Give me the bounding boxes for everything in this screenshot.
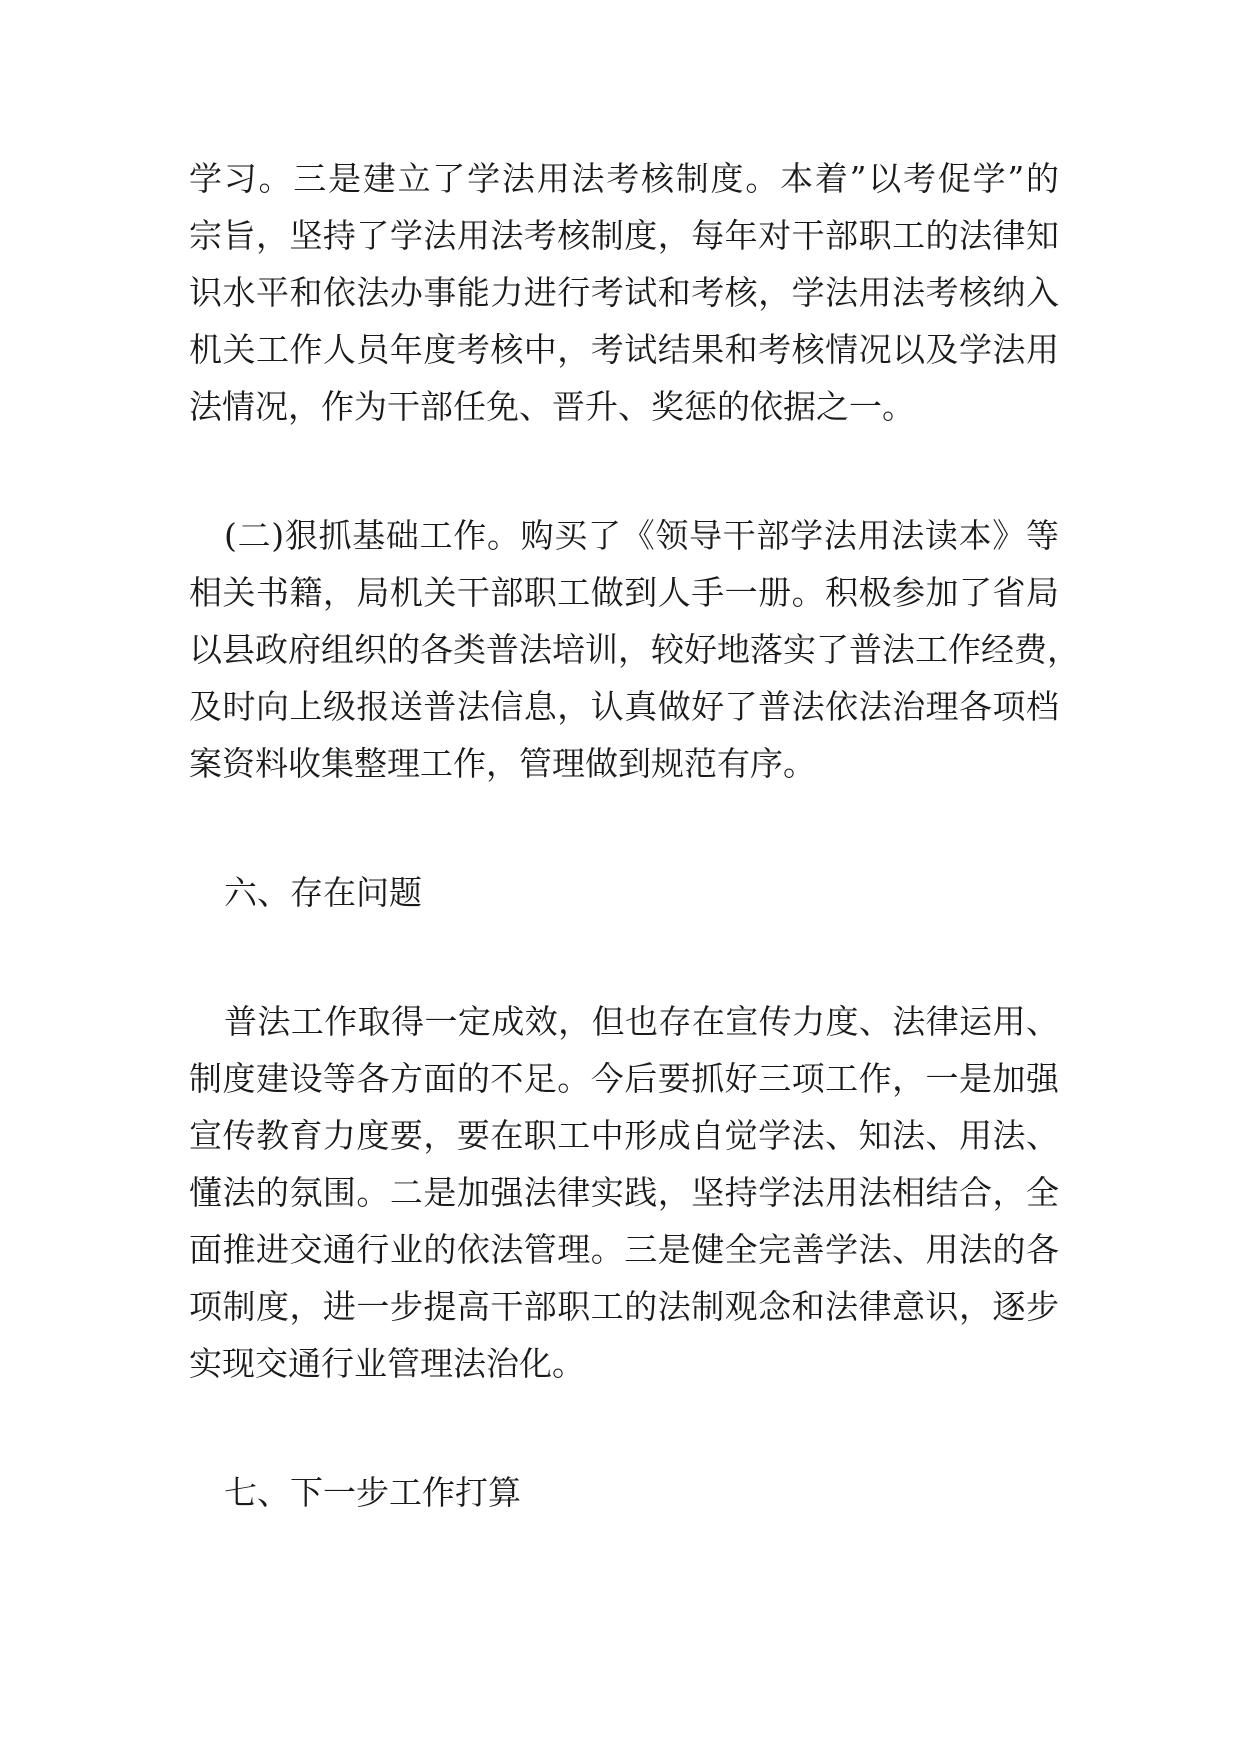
- paragraph-line: 宣传教育力度要，要在职工中形成自觉学法、知法、用法、: [189, 1116, 1059, 1155]
- paragraph-line: (二)狠抓基础工作。购买了《领导干部学法用法读本》等: [224, 516, 1059, 555]
- paragraph-line: 制度建设等各方面的不足。今后要抓好三项工作，一是加强: [189, 1059, 1059, 1098]
- paragraph-line: 及时向上级报送普法信息，认真做好了普法依法治理各项档: [189, 687, 1059, 726]
- paragraph-line: 相关书籍，局机关干部职工做到人手一册。积极参加了省局: [189, 573, 1059, 612]
- paragraph-line: 案资料收集整理工作，管理做到规范有序。: [189, 744, 816, 783]
- paragraph-line: 项制度，进一步提高干部职工的法制观念和法律意识，逐步: [189, 1287, 1059, 1326]
- paragraph-line: 懂法的氛围。二是加强法律实践，坚持学法用法相结合，全: [189, 1173, 1059, 1212]
- paragraph-line: 实现交通行业管理法治化。: [189, 1344, 585, 1383]
- paragraph-line: 识水平和依法办事能力进行考试和考核，学法用法考核纳入: [189, 273, 1059, 312]
- paragraph-line: 机关工作人员年度考核中，考试结果和考核情况以及学法用: [189, 330, 1059, 369]
- paragraph-line: 宗旨，坚持了学法用法考核制度，每年对干部职工的法律知: [189, 216, 1059, 255]
- paragraph-line: 法情况，作为干部任免、晋升、奖惩的依据之一。: [189, 387, 915, 426]
- paragraph-line: 普法工作取得一定成效，但也存在宣传力度、法律运用、: [224, 1002, 1059, 1041]
- paragraph-line: 学习。三是建立了学法用法考核制度。本着”以考促学”的: [189, 159, 1059, 198]
- section-heading: 六、存在问题: [224, 873, 422, 912]
- paragraph-line: 以县政府组织的各类普法培训，较好地落实了普法工作经费，: [189, 630, 1080, 669]
- section-heading: 七、下一步工作打算: [224, 1473, 521, 1512]
- paragraph-line: 面推进交通行业的依法管理。三是健全完善学法、用法的各: [189, 1230, 1059, 1269]
